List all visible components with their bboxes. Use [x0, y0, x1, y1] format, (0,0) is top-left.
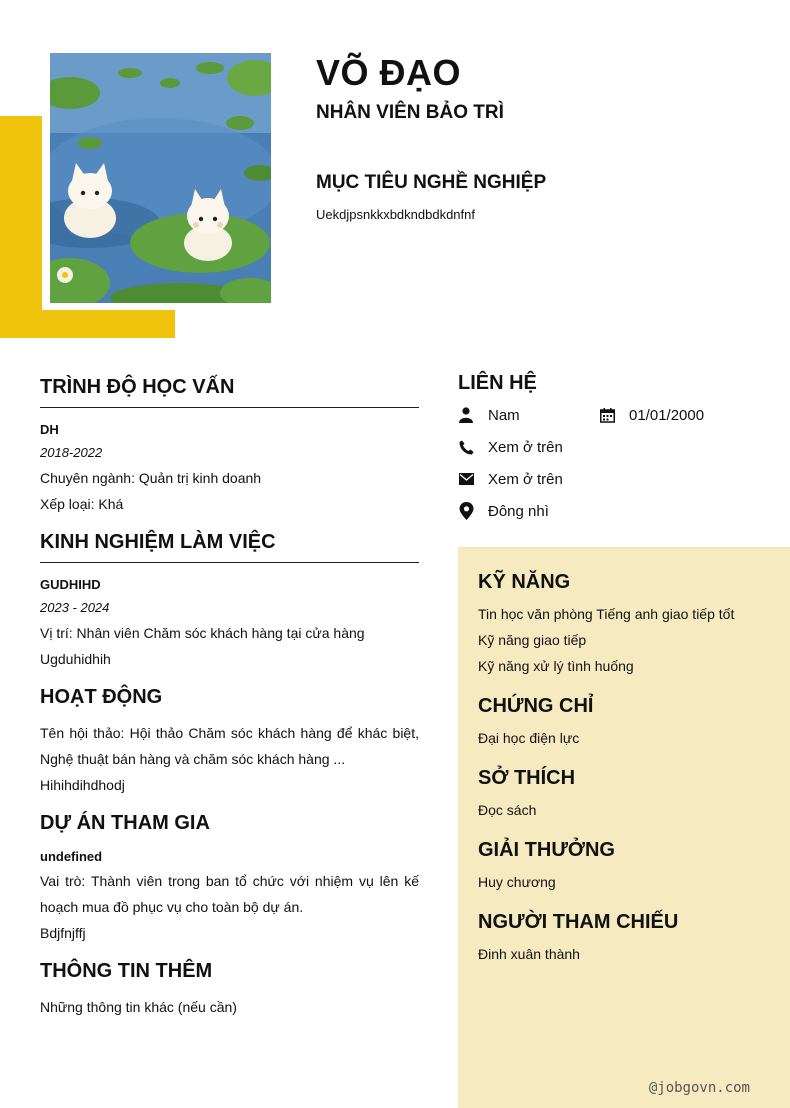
- email-value: Xem ở trên: [488, 470, 563, 488]
- hobby-item: Đọc sách: [478, 802, 537, 818]
- contact-heading: LIÊN HỆ: [458, 372, 537, 394]
- education-rank: Xếp loại: Khá: [40, 496, 124, 512]
- experience-period: 2023 - 2024: [40, 600, 110, 615]
- right-panel: [458, 547, 790, 1108]
- phone-value: Xem ở trên: [488, 438, 563, 456]
- certificates-heading: CHỨNG CHỈ: [478, 695, 594, 717]
- awards-heading: GIẢI THƯỞNG: [478, 839, 615, 861]
- reference-item: Đinh xuân thành: [478, 946, 580, 962]
- experience-section: [40, 529, 419, 672]
- skill-item: Kỹ năng giao tiếp: [478, 632, 587, 648]
- contact-birthday: [599, 406, 704, 424]
- awards-section: [478, 835, 778, 895]
- gender-value: Nam: [488, 406, 520, 424]
- hobbies-section: [478, 763, 778, 823]
- contact-phone: [458, 438, 563, 456]
- activities-text: Tên hội thảo: Hội thảo Chăm sóc khách hàng để khác biệt, Nghệ thuật bán hàng và chăm sóc khách hàng ...: [40, 725, 419, 767]
- accent-bar-horizontal: [0, 310, 175, 338]
- mail-icon: [458, 470, 474, 488]
- phone-icon: [458, 438, 474, 456]
- certificates-section: [478, 691, 778, 751]
- experience-heading: KINH NGHIỆM LÀM VIỆC: [40, 529, 419, 563]
- skills-heading: KỸ NĂNG: [478, 571, 571, 593]
- extra-info-heading: THÔNG TIN THÊM: [40, 960, 213, 982]
- education-period: 2018-2022: [40, 445, 103, 460]
- objective-heading: MỤC TIÊU NGHỀ NGHIỆP: [316, 172, 547, 193]
- projects-section: [40, 810, 419, 946]
- accent-bar-vertical: [0, 116, 42, 338]
- extra-info-text: Những thông tin khác (nếu cần): [40, 999, 237, 1015]
- skill-item: Tin học văn phòng Tiếng anh giao tiếp tốt: [478, 606, 735, 622]
- activities-description: Hihihdihdhodj: [40, 777, 125, 793]
- objective-text: Uekdjpsnkkxbdkndbdkdnfnf: [316, 207, 475, 222]
- references-section: [478, 907, 778, 967]
- person-icon: [458, 406, 474, 424]
- education-major: Chuyên ngành: Quản trị kinh doanh: [40, 470, 262, 486]
- education-heading: TRÌNH ĐỘ HỌC VẤN: [40, 374, 419, 408]
- location-pin-icon: [458, 502, 474, 520]
- certificate-item: Đại học điện lực: [478, 730, 580, 746]
- calendar-icon: [599, 406, 615, 424]
- project-role: Vai trò: Thành viên trong ban tổ chức với nhiệm vụ lên kế hoạch mua đồ phục vụ cho toàn bộ dự án.: [40, 873, 419, 915]
- contact-email: [458, 470, 563, 488]
- hobbies-heading: SỞ THÍCH: [478, 767, 576, 789]
- address-value: Đông nhì: [488, 502, 549, 520]
- watermark: @jobgovn.com: [648, 1080, 750, 1096]
- skills-section: [478, 567, 778, 679]
- experience-position: Vị trí: Nhân viên Chăm sóc khách hàng tại cửa hàng: [40, 625, 365, 641]
- birthday-value: 01/01/2000: [629, 406, 705, 424]
- profile-photo: [50, 53, 271, 303]
- education-section: [40, 374, 419, 517]
- activities-heading: HOẠT ĐỘNG: [40, 686, 163, 708]
- experience-description: Ugduhidhih: [40, 651, 111, 667]
- contact-gender: [458, 406, 520, 424]
- school-name: DH: [40, 422, 59, 437]
- left-column: [40, 374, 419, 1020]
- extra-info-section: [40, 958, 419, 1020]
- project-name: undefined: [40, 849, 103, 864]
- contact-address: [458, 502, 549, 520]
- activities-section: [40, 684, 419, 798]
- references-heading: NGƯỜI THAM CHIẾU: [478, 911, 679, 933]
- job-title: NHÂN VIÊN BẢO TRÌ: [316, 102, 504, 123]
- skill-item: Kỹ năng xử lý tình huống: [478, 658, 634, 674]
- award-item: Huy chương: [478, 874, 556, 890]
- project-description: Bdjfnjffj: [40, 925, 86, 941]
- company-name: GUDHIHD: [40, 577, 101, 592]
- projects-heading: DỰ ÁN THAM GIA: [40, 812, 210, 834]
- candidate-name: VÕ ĐẠO: [316, 52, 462, 93]
